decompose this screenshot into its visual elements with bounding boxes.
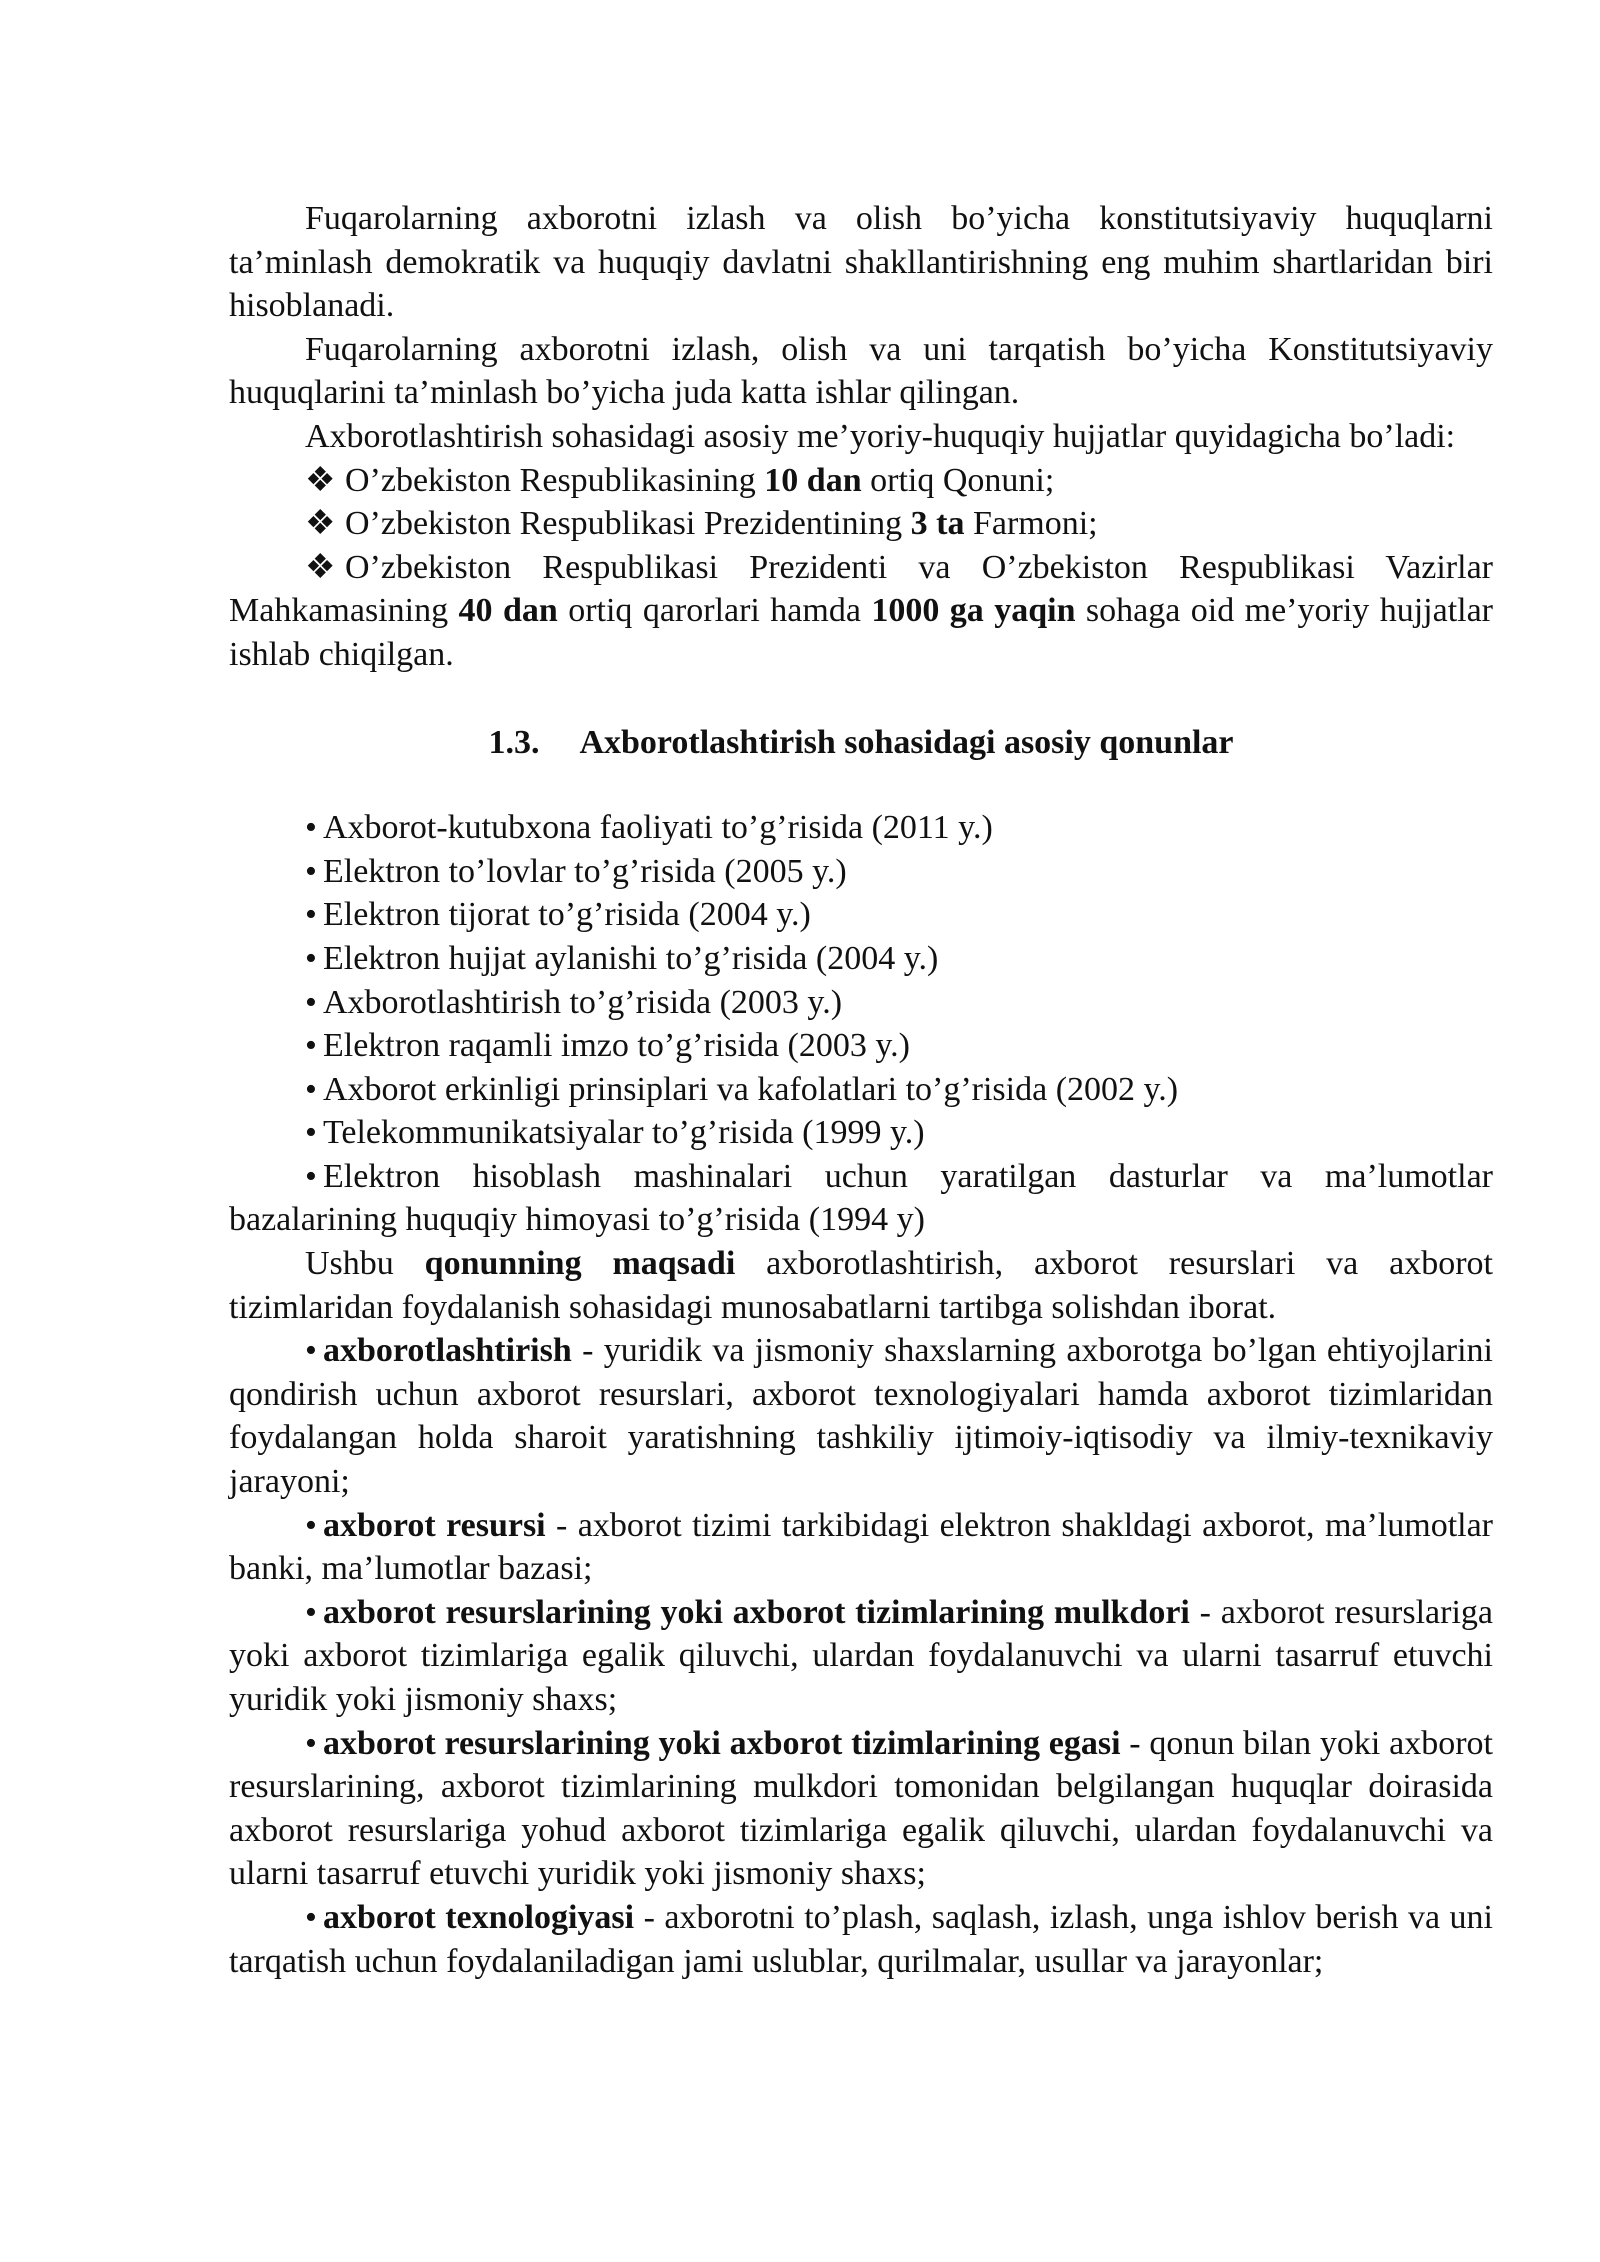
definition-item: • axborot resurslarining yoki axborot tizimlarining mulkdori - axborot resurslariga yoki axborot tizimlariga egalik qiluvchi, ulardan foydalanuvchi va ularni tasarruf etuvchi yuridik yoki jismoniy shaxs;: [229, 1591, 1493, 1722]
bullet-icon: •: [305, 1157, 317, 1195]
definition-item: • axborotlashtirish - yuridik va jismoniy shaxslarning axborotga bo’lgan ehtiyojlarini qondirish uchun axborot resurslari, axborot texnologiyalari hamda axborot tizimlaridan foydalangan holda sharoit yaratishning tashkiliy ijtimoiy-iqtisodiy va ilmiy-texnikaviy jarayoni;: [229, 1329, 1493, 1503]
section-number: 1.3.: [488, 723, 540, 761]
list-item: ❖ O’zbekiston Respublikasining 10 dan ortiq Qonuni;: [229, 459, 1493, 503]
purpose-paragraph: Ushbu qonunning maqsadi axborotlashtirish, axborot resurslari va axborot tizimlaridan foydalanish sohasidagi munosabatlarni tartibga solishdan iborat.: [229, 1245, 1493, 1326]
bullet-icon: •: [305, 852, 317, 890]
list-item: ❖ O’zbekiston Respublikasi Prezidentining 3 ta Farmoni;: [229, 502, 1493, 546]
law-item: • Elektron to’lovlar to’g’risida (2005 y.): [229, 850, 1493, 894]
list-item: ❖ O’zbekiston Respublikasi Prezidenti va O’zbekiston Respublikasi Vazirlar Mahkamasining 40 dan ortiq qarorlari hamda 1000 ga yaqin sohaga oid me’yoriy hujjatlar ishlab chiqilgan.: [229, 546, 1493, 677]
bullet-icon: •: [305, 1593, 317, 1631]
paragraph-3: Axborotlashtirish sohasidagi asosiy me’yoriy-huquqiy hujjatlar quyidagicha bo’ladi:: [305, 417, 1456, 455]
definition-term: axborot resurslarining yoki axborot tizimlarining mulkdori: [323, 1593, 1190, 1631]
bullet-icon: •: [305, 1724, 317, 1762]
bullet-icon: •: [305, 1027, 317, 1065]
bullet-icon: •: [305, 1332, 317, 1370]
definition-term: axborot texnologiyasi: [323, 1898, 635, 1936]
definition-item: • axborot resurslarining yoki axborot tizimlarining egasi - qonun bilan yoki axborot resurslarining, axborot tizimlarining mulkdori tomonidan belgilangan huquqlar doirasida axborot resurslariga yohud axborot tizimlariga egalik qiluvchi, ulardan foydalanuvchi va ularni tasarruf etuvchi yuridik yoki jismoniy shaxs;: [229, 1722, 1493, 1896]
definition-item: • axborot resursi - axborot tizimi tarkibidagi elektron shakldagi axborot, ma’lumotlar banki, ma’lumotlar bazasi;: [229, 1504, 1493, 1591]
diamond-bullet-icon: ❖: [305, 461, 336, 499]
law-item: • Elektron raqamli imzo to’g’risida (2003 y.): [229, 1024, 1493, 1068]
bullet-icon: •: [305, 939, 317, 977]
definition-term: axborotlashtirish: [323, 1332, 572, 1370]
bullet-icon: •: [305, 1506, 317, 1544]
diamond-bullet-icon: ❖: [305, 548, 336, 586]
law-item: • Elektron tijorat to’g’risida (2004 y.): [229, 893, 1493, 937]
bullet-icon: •: [305, 809, 317, 847]
section-title: Axborotlashtirish sohasidagi asosiy qonunlar: [579, 723, 1234, 761]
definition-term: axborot resurslarining yoki axborot tizimlarining egasi: [323, 1724, 1121, 1762]
section-heading: [229, 721, 1493, 765]
bullet-icon: •: [305, 1070, 317, 1108]
law-item: • Elektron hujjat aylanishi to’g’risida (2004 y.): [229, 937, 1493, 981]
bullet-icon: •: [305, 1114, 317, 1152]
definition-item: • axborot texnologiyasi - axborotni to’plash, saqlash, izlash, unga ishlov berish va uni tarqatish uchun foydalaniladigan jami uslublar, qurilmalar, usullar va jarayonlar;: [229, 1896, 1493, 1983]
document-page: [229, 197, 1493, 1983]
law-item: • Telekommunikatsiyalar to’g’risida (1999 y.): [229, 1111, 1493, 1155]
paragraph-1: Fuqarolarning axborotni izlash va olish bo’yicha konstitutsiyaviy huquqlarni ta’minlash demokratik va huquqiy davlatni shakllantirishning eng muhim shartlaridan biri hisoblanadi.: [229, 200, 1493, 325]
definition-term: axborot resursi: [323, 1506, 546, 1544]
law-item: • Axborotlashtirish to’g’risida (2003 y.): [229, 981, 1493, 1025]
bullet-icon: •: [305, 896, 317, 934]
paragraph-2: Fuqarolarning axborotni izlash, olish va uni tarqatish bo’yicha Konstitutsiyaviy huquqlarini ta’minlash bo’yicha juda katta ishlar qilingan.: [229, 330, 1493, 412]
law-item: • Axborot-kutubxona faoliyati to’g’risida (2011 y.): [229, 806, 1493, 850]
law-item: • Elektron hisoblash mashinalari uchun yaratilgan dasturlar va ma’lumotlar bazalarining huquqiy himoyasi to’g’risida (1994 y): [229, 1155, 1493, 1242]
bullet-icon: •: [305, 983, 317, 1021]
law-item: • Axborot erkinligi prinsiplari va kafolatlari to’g’risida (2002 y.): [229, 1068, 1493, 1112]
bullet-icon: •: [305, 1898, 317, 1936]
diamond-bullet-icon: ❖: [305, 505, 336, 543]
